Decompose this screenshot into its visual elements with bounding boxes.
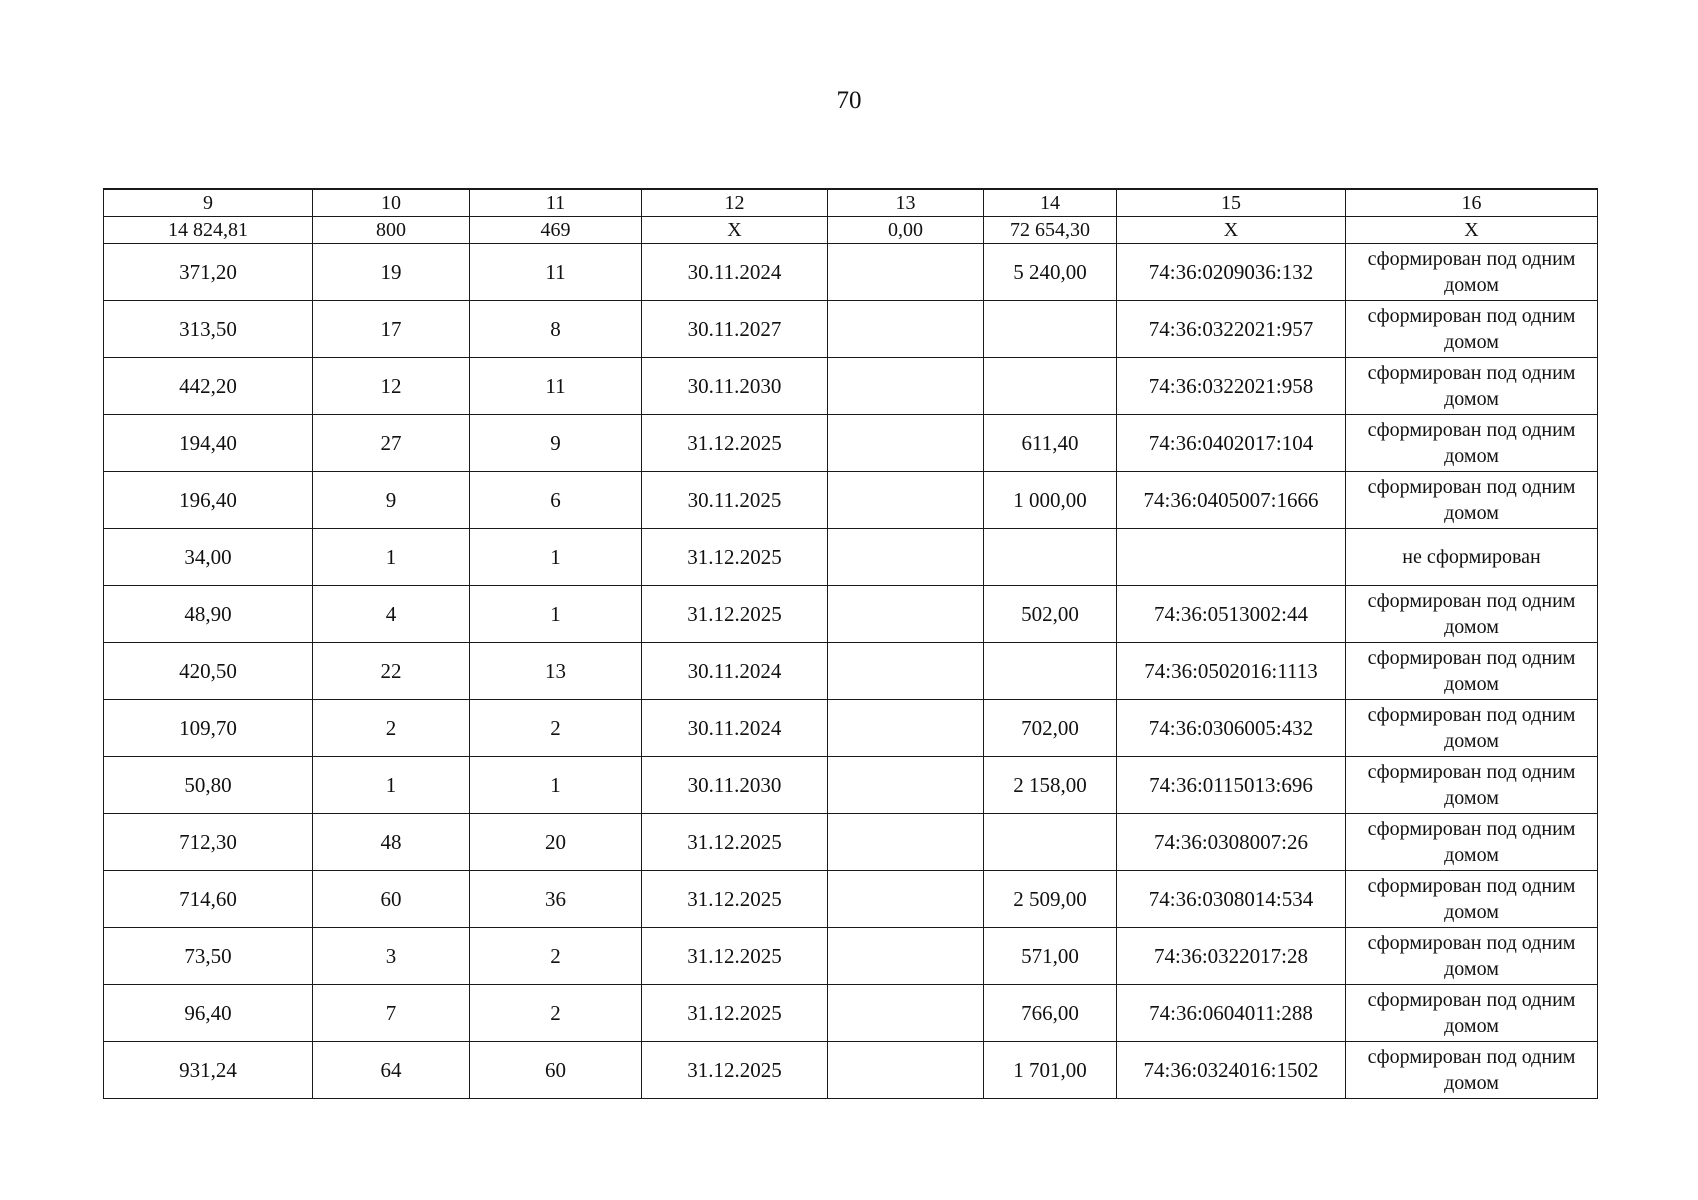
table-cell: 420,50	[104, 643, 313, 700]
table-cell: 22	[313, 643, 470, 700]
column-number: 14	[984, 189, 1117, 217]
table-row	[104, 415, 1598, 472]
total-cell: 72 654,30	[984, 217, 1117, 244]
table-cell: 6	[470, 472, 642, 529]
table-cell: 611,40	[984, 415, 1117, 472]
column-number-row	[104, 189, 1598, 217]
table-cell: 48	[313, 814, 470, 871]
table-cell	[828, 529, 984, 586]
table-cell: 1	[470, 757, 642, 814]
table-cell: 96,40	[104, 985, 313, 1042]
table-cell: 371,20	[104, 244, 313, 301]
table-cell: 1	[313, 529, 470, 586]
total-cell: 469	[470, 217, 642, 244]
table-row	[104, 529, 1598, 586]
total-cell: 800	[313, 217, 470, 244]
table-cell: 36	[470, 871, 642, 928]
table-cell: 30.11.2030	[642, 358, 828, 415]
table-cell: 31.12.2025	[642, 928, 828, 985]
table-cell: 2	[470, 700, 642, 757]
table-cell: 194,40	[104, 415, 313, 472]
table-cell: 30.11.2030	[642, 757, 828, 814]
table-body	[104, 189, 1598, 1099]
table-cell: 2	[470, 985, 642, 1042]
table-cell: 74:36:0322021:958	[1117, 358, 1346, 415]
table-cell: сформирован под одним домом	[1346, 472, 1598, 529]
table-cell: сформирован под одним домом	[1346, 871, 1598, 928]
table-cell: сформирован под одним домом	[1346, 700, 1598, 757]
table-cell: 571,00	[984, 928, 1117, 985]
table-cell	[828, 244, 984, 301]
table-cell: 60	[470, 1042, 642, 1099]
table-cell: 31.12.2025	[642, 415, 828, 472]
column-number: 11	[470, 189, 642, 217]
total-cell: X	[1117, 217, 1346, 244]
table-cell	[828, 814, 984, 871]
table-cell: 702,00	[984, 700, 1117, 757]
table-cell: не сформирован	[1346, 529, 1598, 586]
page-number: 70	[836, 87, 862, 114]
table-cell: 442,20	[104, 358, 313, 415]
table-cell	[828, 928, 984, 985]
table-cell: 11	[470, 244, 642, 301]
table-cell: сформирован под одним домом	[1346, 415, 1598, 472]
table-row	[104, 757, 1598, 814]
table-cell: 109,70	[104, 700, 313, 757]
table-row	[104, 871, 1598, 928]
table-cell: сформирован под одним домом	[1346, 757, 1598, 814]
table-row	[104, 301, 1598, 358]
table-cell: 74:36:0402017:104	[1117, 415, 1346, 472]
table-cell: 73,50	[104, 928, 313, 985]
table-cell: 1	[470, 529, 642, 586]
table-cell: 74:36:0115013:696	[1117, 757, 1346, 814]
table-cell: 714,60	[104, 871, 313, 928]
table-cell: 313,50	[104, 301, 313, 358]
table-cell: 74:36:0502016:1113	[1117, 643, 1346, 700]
table-cell: сформирован под одним домом	[1346, 358, 1598, 415]
table-cell: сформирован под одним домом	[1346, 1042, 1598, 1099]
table-row	[104, 1042, 1598, 1099]
table-cell	[984, 814, 1117, 871]
table-row	[104, 643, 1598, 700]
table-cell: 766,00	[984, 985, 1117, 1042]
table-cell: 1 000,00	[984, 472, 1117, 529]
table-cell	[828, 643, 984, 700]
table-cell: 19	[313, 244, 470, 301]
column-number: 10	[313, 189, 470, 217]
table-row	[104, 586, 1598, 643]
table-cell: 931,24	[104, 1042, 313, 1099]
table-cell: 74:36:0405007:1666	[1117, 472, 1346, 529]
table-cell: 9	[470, 415, 642, 472]
table-cell: сформирован под одним домом	[1346, 985, 1598, 1042]
table-cell: 7	[313, 985, 470, 1042]
table-cell	[984, 643, 1117, 700]
total-cell: 0,00	[828, 217, 984, 244]
table-row	[104, 814, 1598, 871]
table-cell	[984, 358, 1117, 415]
table-cell: 74:36:0324016:1502	[1117, 1042, 1346, 1099]
table-cell: 5 240,00	[984, 244, 1117, 301]
table-cell: 2 158,00	[984, 757, 1117, 814]
table-cell: 20	[470, 814, 642, 871]
table-cell: 9	[313, 472, 470, 529]
table-cell: 2	[470, 928, 642, 985]
table-cell: 2 509,00	[984, 871, 1117, 928]
table-cell: 31.12.2025	[642, 1042, 828, 1099]
table-cell: 196,40	[104, 472, 313, 529]
table-cell	[828, 415, 984, 472]
table-cell: 2	[313, 700, 470, 757]
table-cell	[1117, 529, 1346, 586]
table-cell	[828, 700, 984, 757]
table-cell: 74:36:0322017:28	[1117, 928, 1346, 985]
column-number: 12	[642, 189, 828, 217]
table-cell: 712,30	[104, 814, 313, 871]
table-cell: 74:36:0604011:288	[1117, 985, 1346, 1042]
table-cell	[828, 871, 984, 928]
column-number: 16	[1346, 189, 1598, 217]
table-cell: 30.11.2025	[642, 472, 828, 529]
table-cell: 30.11.2024	[642, 700, 828, 757]
table-cell	[828, 586, 984, 643]
table-cell: 11	[470, 358, 642, 415]
table-cell: 13	[470, 643, 642, 700]
table-cell	[828, 985, 984, 1042]
table-cell: 74:36:0306005:432	[1117, 700, 1346, 757]
table-cell	[984, 529, 1117, 586]
table-cell: 30.11.2024	[642, 643, 828, 700]
table-cell: 12	[313, 358, 470, 415]
table-cell: 30.11.2024	[642, 244, 828, 301]
table-cell: 74:36:0513002:44	[1117, 586, 1346, 643]
table-cell: 31.12.2025	[642, 814, 828, 871]
table-cell: 3	[313, 928, 470, 985]
table-cell: 34,00	[104, 529, 313, 586]
table-cell: 27	[313, 415, 470, 472]
total-cell: 14 824,81	[104, 217, 313, 244]
table-cell: 74:36:0209036:132	[1117, 244, 1346, 301]
table-cell: 60	[313, 871, 470, 928]
table-row	[104, 700, 1598, 757]
total-cell: X	[1346, 217, 1598, 244]
table-row	[104, 358, 1598, 415]
data-table	[103, 188, 1598, 1099]
table-row	[104, 244, 1598, 301]
table-cell: 17	[313, 301, 470, 358]
total-cell: X	[642, 217, 828, 244]
table-cell: 48,90	[104, 586, 313, 643]
table-cell: 4	[313, 586, 470, 643]
table-cell	[828, 301, 984, 358]
table-cell: 74:36:0308014:534	[1117, 871, 1346, 928]
totals-row	[104, 217, 1598, 244]
table-cell: 30.11.2027	[642, 301, 828, 358]
table-cell: 31.12.2025	[642, 586, 828, 643]
column-number: 9	[104, 189, 313, 217]
table-cell: 1 701,00	[984, 1042, 1117, 1099]
table-cell: сформирован под одним домом	[1346, 301, 1598, 358]
table-cell	[828, 757, 984, 814]
table-cell: 1	[313, 757, 470, 814]
table-cell: сформирован под одним домом	[1346, 586, 1598, 643]
table-row	[104, 985, 1598, 1042]
table-cell: сформирован под одним домом	[1346, 244, 1598, 301]
table-cell: 502,00	[984, 586, 1117, 643]
table-cell: 74:36:0308007:26	[1117, 814, 1346, 871]
table-cell: сформирован под одним домом	[1346, 928, 1598, 985]
table-cell	[828, 472, 984, 529]
table-cell: 31.12.2025	[642, 985, 828, 1042]
table-cell: 31.12.2025	[642, 871, 828, 928]
table-cell	[984, 301, 1117, 358]
table-cell	[828, 358, 984, 415]
table-cell: 74:36:0322021:957	[1117, 301, 1346, 358]
table-cell: 8	[470, 301, 642, 358]
table-row	[104, 928, 1598, 985]
table-cell	[828, 1042, 984, 1099]
table-cell: сформирован под одним домом	[1346, 643, 1598, 700]
table-cell: 31.12.2025	[642, 529, 828, 586]
table-cell: 64	[313, 1042, 470, 1099]
table-cell: 1	[470, 586, 642, 643]
table-cell: 50,80	[104, 757, 313, 814]
column-number: 15	[1117, 189, 1346, 217]
table-cell: сформирован под одним домом	[1346, 814, 1598, 871]
column-number: 13	[828, 189, 984, 217]
table-row	[104, 472, 1598, 529]
